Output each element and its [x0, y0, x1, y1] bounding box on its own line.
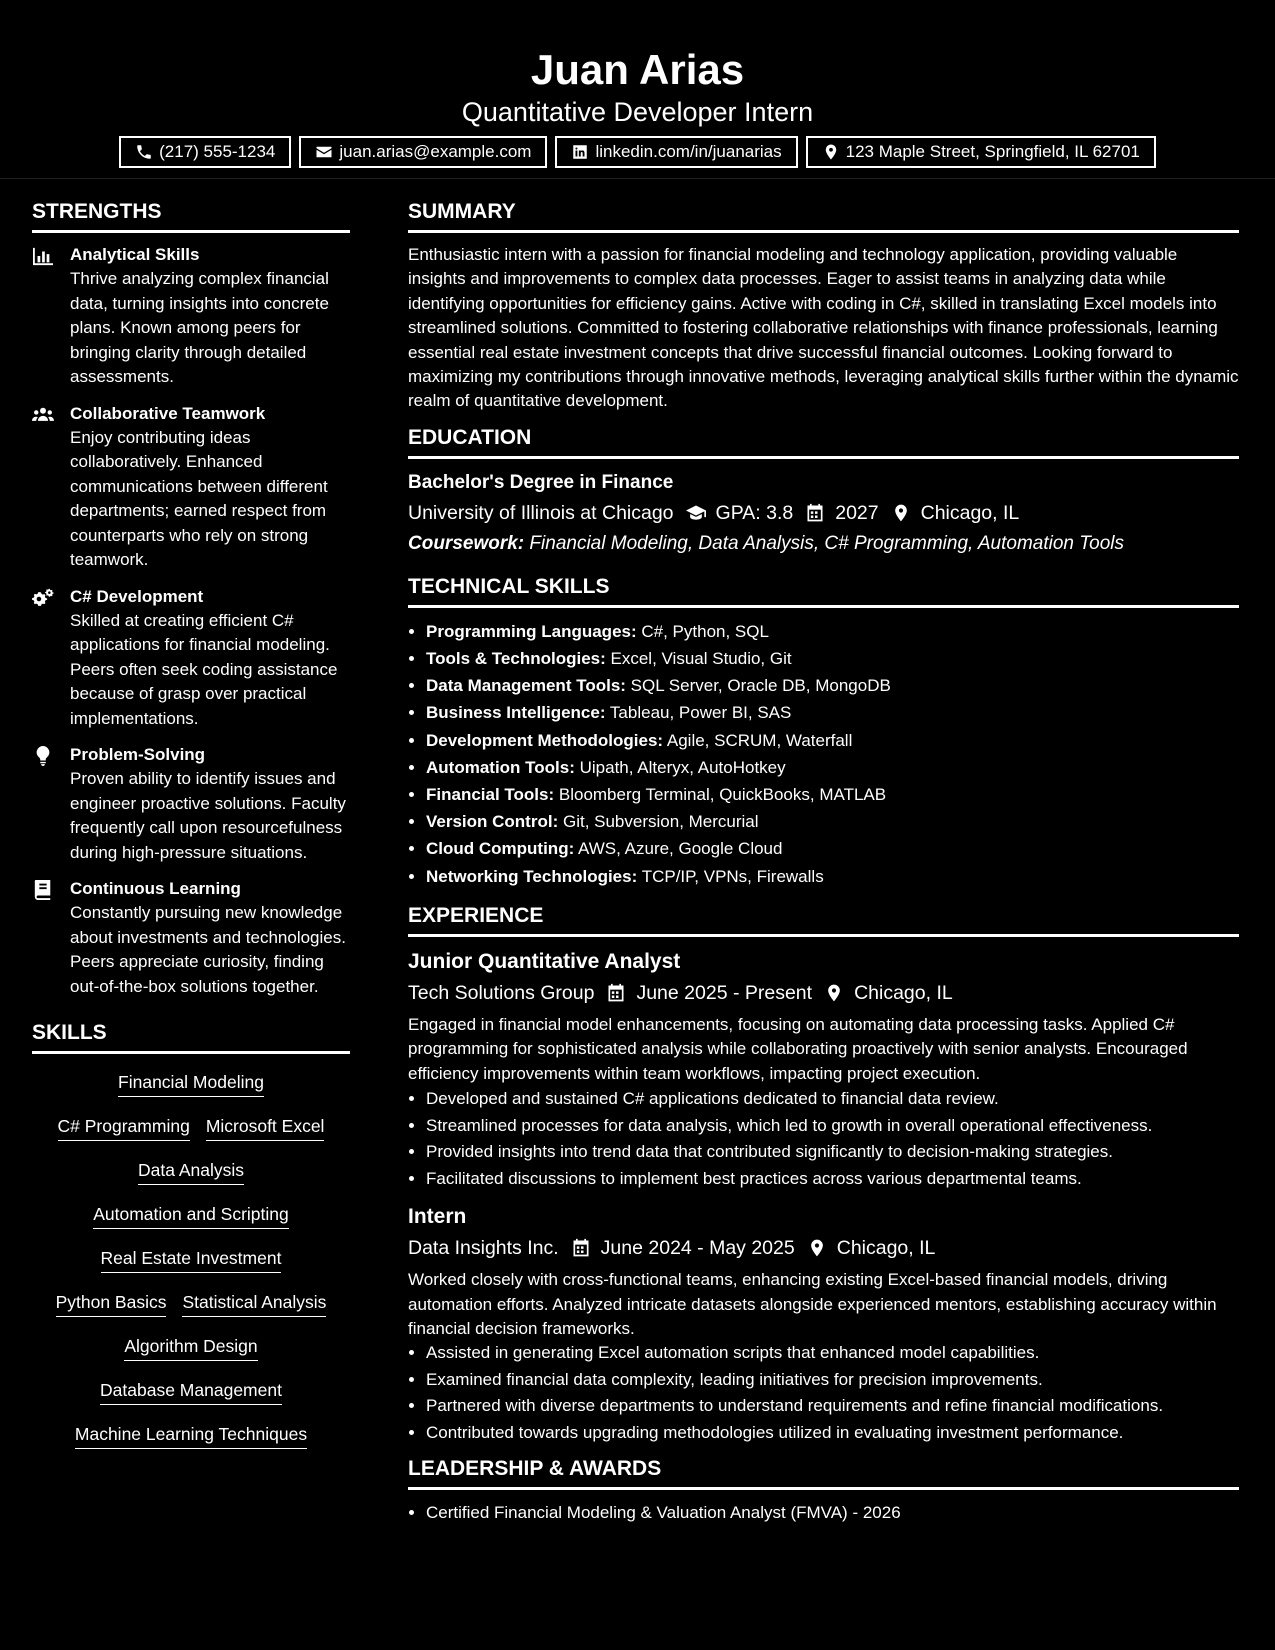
skill-tag: Statistical Analysis	[182, 1290, 326, 1317]
strength-name: Analytical Skills	[70, 245, 200, 264]
skills-list	[32, 1064, 350, 1449]
list-item: • Streamlined processes for data analysis, which led to growth in overall operational effectiveness.	[426, 1113, 1239, 1140]
left-column	[32, 198, 350, 1466]
job-meta	[408, 977, 1239, 1009]
list-item: • Programming Languages: C#, Python, SQL	[426, 618, 1239, 645]
list-item: • Contributed towards upgrading methodologies utilized in evaluating investment performance.	[426, 1421, 1239, 1446]
bar-chart-icon	[32, 246, 54, 266]
users-icon	[32, 405, 54, 425]
list-item: • Cloud Computing: AWS, Azure, Google Cloud	[426, 835, 1239, 862]
strength-item	[32, 243, 350, 390]
job-dates: June 2025 - Present	[636, 981, 813, 1004]
list-item: • Facilitated discussions to implement best practices across various departmental teams.	[426, 1166, 1239, 1193]
skill-tag: Microsoft Excel	[206, 1114, 325, 1141]
contact-phone[interactable]	[119, 136, 291, 168]
contact-email-text: juan.arias@example.com	[339, 142, 532, 161]
technical-skills-heading: TECHNICAL SKILLS	[408, 573, 1239, 608]
leadership-list	[408, 1500, 1239, 1527]
strength-desc: Constantly pursuing new knowledge about investments and technologies. Peers appreciate curiosity, finding out-of-the-box solutions together.	[70, 903, 346, 996]
calendar-icon	[805, 503, 825, 523]
strength-name: Continuous Learning	[70, 879, 241, 898]
skill-tag: Database Management	[100, 1378, 282, 1405]
list-item: • Assisted in generating Excel automation scripts that enhanced model capabilities.	[426, 1341, 1239, 1366]
job-bullets	[408, 1341, 1239, 1445]
phone-icon	[135, 143, 153, 161]
strength-name: Collaborative Teamwork	[70, 403, 266, 423]
candidate-name: Juan Arias	[530, 46, 745, 93]
list-item: • Business Intelligence: Tableau, Power BI, SAS	[426, 699, 1239, 726]
job-description: Worked closely with cross-functional teams, enhancing existing Excel-based financial models, driving automation efforts. Analyzed intricate datasets alongside experienced mentors, establishing accuracy within financial decision frameworks.	[408, 1270, 1217, 1338]
list-item: • Automation Tools: Uipath, Alteryx, AutoHotkey	[426, 754, 1239, 781]
calendar-icon	[571, 1238, 591, 1258]
strength-desc: Skilled at creating efficient C# applications for financial modeling. Peers often seek coding assistance because of grasp over practical implementations.	[70, 610, 338, 728]
list-item: • Version Control: Git, Subversion, Mercurial	[426, 808, 1239, 835]
job-description: Engaged in financial model enhancements, focusing on automating data processing tasks. Applied C# programming for sophisticated analysis while collaborating proactively with senior analysts. Encouraged efficiency improvements within team workflows, impacting project execution.	[408, 1014, 1188, 1083]
company-name: Data Insights Inc.	[408, 1237, 559, 1260]
strength-desc: Proven ability to identify issues and engineer proactive solutions. Faculty frequently call upon resourcefulness during high-pressure situations.	[70, 769, 346, 862]
contact-address[interactable]	[806, 136, 1156, 168]
envelope-icon	[315, 143, 333, 161]
linkedin-icon	[571, 143, 589, 161]
skill-tag: Financial Modeling	[118, 1070, 264, 1097]
experience-heading: EXPERIENCE	[408, 902, 1239, 937]
map-pin-icon	[807, 1238, 827, 1258]
company-name: Tech Solutions Group	[408, 981, 595, 1004]
skill-tag: Python Basics	[56, 1290, 167, 1317]
strength-item	[32, 402, 350, 573]
coursework-label: Coursework:	[408, 532, 525, 554]
list-item: • Data Management Tools: SQL Server, Oracle DB, MongoDB	[426, 672, 1239, 699]
strength-name: Problem-Solving	[70, 745, 206, 764]
list-item: • Provided insights into trend data that contributed significantly to decision-making strategies.	[426, 1139, 1239, 1166]
contact-email[interactable]	[299, 136, 547, 168]
list-item: • Developed and sustained C# applications dedicated to financial data review.	[426, 1086, 1239, 1113]
job-location: Chicago, IL	[836, 1237, 936, 1260]
strength-name: C# Development	[70, 586, 204, 606]
leadership-heading: LEADERSHIP & AWARDS	[408, 1455, 1239, 1490]
coursework	[408, 529, 1239, 559]
education-meta	[408, 497, 1239, 529]
map-pin-icon	[822, 143, 840, 161]
skill-tag: Algorithm Design	[124, 1334, 257, 1361]
map-pin-icon	[891, 503, 911, 523]
skills-heading: SKILLS	[32, 1019, 350, 1054]
contact-phone-text: (217) 555-1234	[159, 142, 276, 161]
list-item: • Examined financial data complexity, leading initiatives for precision improvements.	[426, 1368, 1239, 1393]
right-column	[408, 198, 1239, 1537]
strength-desc: Enjoy contributing ideas collaboratively. Enhanced communications between different departments; earned respect from counterparts who rely on strong teamwork.	[70, 427, 328, 569]
resume-header	[0, 0, 1275, 179]
education-heading: EDUCATION	[408, 424, 1239, 459]
strengths-heading: STRENGTHS	[32, 198, 350, 233]
graduation-cap-icon	[686, 503, 706, 523]
skill-tag: Automation and Scripting	[93, 1202, 289, 1229]
map-pin-icon	[824, 983, 844, 1003]
calendar-icon	[606, 983, 626, 1003]
skill-tag: C# Programming	[58, 1114, 190, 1141]
list-item: • Networking Technologies: TCP/IP, VPNs, Firewalls	[426, 863, 1239, 890]
strength-item	[32, 877, 350, 999]
strength-item	[32, 743, 350, 865]
lightbulb-icon	[32, 746, 54, 766]
skill-tag: Real Estate Investment	[101, 1246, 282, 1273]
candidate-title: Quantitative Developer Intern	[461, 97, 814, 127]
degree-title: Bachelor's Degree in Finance	[408, 471, 674, 493]
job-location: Chicago, IL	[854, 981, 953, 1004]
strength-desc: Thrive analyzing complex financial data, turning insights into concrete plans. Known among peers for bringing clarity through detailed assessments.	[70, 269, 329, 386]
job-dates: June 2024 - May 2025	[600, 1237, 795, 1260]
contact-linkedin-text: linkedin.com/in/juanarias	[595, 142, 782, 161]
technical-skills-list	[408, 618, 1239, 890]
gears-icon	[32, 588, 54, 608]
job-meta	[408, 1232, 1239, 1264]
contact-address-text: 123 Maple Street, Springfield, IL 62701	[845, 142, 1140, 161]
list-item: • Financial Tools: Bloomberg Terminal, QuickBooks, MATLAB	[426, 781, 1239, 808]
graduation-year: 2027	[835, 501, 879, 524]
skill-tag: Machine Learning Techniques	[75, 1422, 307, 1449]
contact-bar	[0, 136, 1275, 168]
strength-item	[32, 585, 350, 732]
book-icon	[32, 880, 54, 900]
list-item: • Tools & Technologies: Excel, Visual Studio, Git	[426, 645, 1239, 672]
contact-linkedin[interactable]	[555, 136, 797, 168]
gpa: GPA: 3.8	[715, 501, 794, 524]
coursework-list: Financial Modeling, Data Analysis, C# Programming, Automation Tools	[529, 532, 1124, 554]
education-location: Chicago, IL	[920, 501, 1020, 524]
list-item: • Partnered with diverse departments to understand requirements and refine financial modifications.	[426, 1394, 1239, 1419]
skill-tag: Data Analysis	[138, 1158, 244, 1185]
job-bullets	[408, 1086, 1239, 1192]
list-item: • Development Methodologies: Agile, SCRUM, Waterfall	[426, 727, 1239, 754]
job-title: Intern	[408, 1205, 467, 1229]
list-item: • Certified Financial Modeling & Valuation Analyst (FMVA) - 2026	[426, 1500, 1239, 1527]
job-title: Junior Quantitative Analyst	[408, 949, 681, 973]
school-name: University of Illinois at Chicago	[408, 501, 674, 524]
summary-heading: SUMMARY	[408, 198, 1239, 233]
summary-text: Enthusiastic intern with a passion for financial modeling and technology application, providing valuable insights and improvements to complex data processes. Eager to assist teams in analyzing data while identifying opportunities for efficiency gains. Active with coding in C#, skilled in translating Excel models into streamlined solutions. Committed to fostering collaborative relationships with finance professionals, learning essential real estate investment concepts that drive successful financial outcomes. Looking forward to maximizing my contributions through innovative methods, leveraging analytical skills further within the dynamic realm of quantitative development.	[408, 245, 1239, 411]
